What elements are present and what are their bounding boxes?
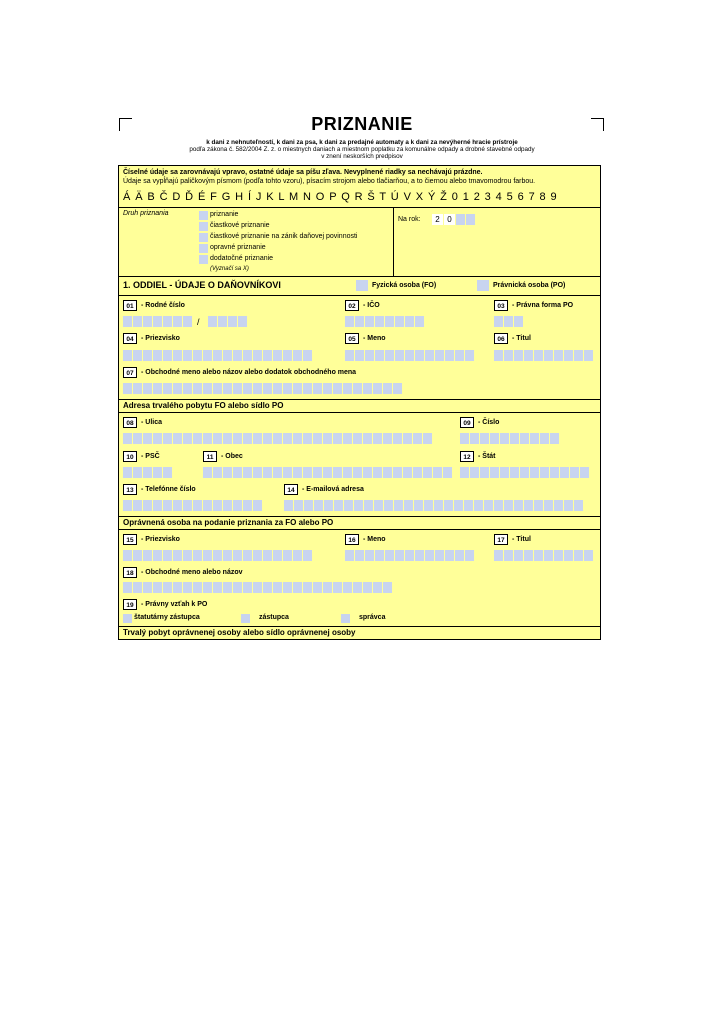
field-number-04: 04 xyxy=(123,333,137,344)
ulica-input[interactable] xyxy=(123,433,432,444)
rodne-cislo-separator: / xyxy=(197,317,200,327)
fo-label: Fyzická osoba (FO) xyxy=(372,282,437,289)
rodne-cislo-input-b[interactable] xyxy=(208,316,247,327)
year-input[interactable] xyxy=(432,214,475,225)
year-digit-1: 2 xyxy=(432,214,443,225)
field-number-19: 19 xyxy=(123,599,137,610)
ico-input[interactable] xyxy=(345,316,424,327)
field-number-11: 11 xyxy=(203,451,217,462)
tax-form xyxy=(118,165,601,640)
divider xyxy=(119,399,600,400)
field-number-01: 01 xyxy=(123,300,137,311)
divider xyxy=(119,516,600,517)
po-label: Právnická osoba (PO) xyxy=(493,282,566,289)
divider-vertical xyxy=(393,207,394,276)
section-opravnena-title: Oprávnená osoba na podanie priznania za FO alebo PO xyxy=(123,518,334,527)
divider xyxy=(119,207,600,208)
field-label-03: - Právna forma PO xyxy=(512,302,574,309)
psc-input[interactable] xyxy=(123,467,172,478)
spravca-checkbox[interactable] xyxy=(341,614,350,623)
field-number-08: 08 xyxy=(123,417,137,428)
statutarny-checkbox[interactable] xyxy=(123,614,132,623)
field-label-16: - Meno xyxy=(363,536,386,543)
field-label-11: - Obec xyxy=(221,453,243,460)
opravnena-obchodne-meno-input[interactable] xyxy=(123,582,392,593)
field-label-06: - Titul xyxy=(512,335,531,342)
druh-option-4: opravné priznanie xyxy=(210,244,266,251)
meno-input[interactable] xyxy=(345,350,474,361)
field-label-05: - Meno xyxy=(363,335,386,342)
field-number-10: 10 xyxy=(123,451,137,462)
field-label-01: - Rodné číslo xyxy=(141,302,185,309)
druh-checkbox-5[interactable] xyxy=(199,255,208,264)
opravnena-priezvisko-input[interactable] xyxy=(123,550,312,561)
druh-option-3: čiastkové priznanie na zánik daňovej povinnosti xyxy=(210,233,358,240)
field-label-07: - Obchodné meno alebo názov alebo dodatok obchodného mena xyxy=(141,369,357,376)
field-number-17: 17 xyxy=(494,534,508,545)
field-label-04: - Priezvisko xyxy=(141,335,180,342)
druh-checkbox-4[interactable] xyxy=(199,244,208,253)
opravnena-titul-input[interactable] xyxy=(494,550,593,561)
year-digit-2: 0 xyxy=(444,214,455,225)
field-number-03: 03 xyxy=(494,300,508,311)
field-number-13: 13 xyxy=(123,484,137,495)
fo-checkbox[interactable] xyxy=(356,280,368,291)
alphabet-sample: Á Ä B Č D Ď É F G H Í J K L M N O P Q R Š T Ú V X Ý Ž 0 1 2 3 4 5 6 7 8 9 xyxy=(123,191,558,203)
field-label-15: - Priezvisko xyxy=(141,536,180,543)
field-label-12: - Štát xyxy=(478,453,496,460)
field-number-18: 18 xyxy=(123,567,137,578)
obec-input[interactable] xyxy=(203,467,452,478)
field-label-17: - Titul xyxy=(512,536,531,543)
zastupca-checkbox[interactable] xyxy=(241,614,250,623)
section-adresa-title: Adresa trvalého pobytu FO alebo sídlo PO xyxy=(123,401,284,410)
zastupca-label: zástupca xyxy=(259,614,289,621)
spravca-label: správca xyxy=(359,614,386,621)
druh-note: (Vyznačí sa X) xyxy=(210,266,249,272)
divider xyxy=(119,276,600,277)
druh-label: Druh priznania xyxy=(123,210,169,217)
po-checkbox[interactable] xyxy=(477,280,489,291)
instruction-line-2: Údaje sa vypĺňajú paličkovým písmom (podľa tohto vzoru), písacím strojom alebo tlačiarňou, a to čiernou alebo tmavomodrou farbou. xyxy=(123,178,536,185)
titul-input[interactable] xyxy=(494,350,593,361)
druh-option-5: dodatočné priznanie xyxy=(210,255,274,262)
statutarny-label: štatutárny zástupca xyxy=(134,614,200,621)
field-label-18: - Obchodné meno alebo názov xyxy=(141,569,243,576)
field-number-07: 07 xyxy=(123,367,137,378)
instruction-line-1: Číselné údaje sa zarovnávajú vpravo, ostatné údaje sa píšu zľava. Nevyplnené riadky sa nechávajú prázdne. xyxy=(123,169,483,176)
section-1-title: 1. ODDIEL - ÚDAJE O DAŇOVNÍKOVI xyxy=(123,280,281,290)
druh-checkbox-3[interactable] xyxy=(199,233,208,242)
druh-checkbox-1[interactable] xyxy=(199,211,208,220)
field-label-13: - Telefónne číslo xyxy=(141,486,196,493)
field-number-06: 06 xyxy=(494,333,508,344)
field-label-14: - E-mailová adresa xyxy=(302,486,364,493)
field-label-19: - Právny vzťah k PO xyxy=(141,601,208,608)
divider xyxy=(119,295,600,296)
form-subtitle-3: v znení neskorších predpisov xyxy=(321,153,403,160)
form-title: PRIZNANIE xyxy=(311,114,413,134)
field-label-10: - PSČ xyxy=(141,453,160,460)
druh-option-2: čiastkové priznanie xyxy=(210,222,270,229)
opravnena-meno-input[interactable] xyxy=(345,550,474,561)
field-label-02: - IČO xyxy=(363,302,380,309)
field-number-16: 16 xyxy=(345,534,359,545)
stat-input[interactable] xyxy=(460,467,589,478)
telefon-input[interactable] xyxy=(123,500,262,511)
field-number-09: 09 xyxy=(460,417,474,428)
field-label-09: - Číslo xyxy=(478,419,500,426)
year-label: Na rok: xyxy=(398,216,421,223)
form-subtitle-1: k dani z nehnuteľností, k dani za psa, k dani za predajné automaty a k dani za nevýherné hracie prístroje xyxy=(206,139,518,146)
priezvisko-input[interactable] xyxy=(123,350,312,361)
rodne-cislo-input-a[interactable] xyxy=(123,316,192,327)
email-input[interactable] xyxy=(284,500,583,511)
field-label-08: - Ulica xyxy=(141,419,163,426)
section-trvaly-title: Trvalý pobyt oprávnenej osoby alebo sídlo oprávnenej osoby xyxy=(123,628,356,637)
divider xyxy=(119,529,600,530)
field-number-15: 15 xyxy=(123,534,137,545)
field-number-12: 12 xyxy=(460,451,474,462)
cislo-input[interactable] xyxy=(460,433,559,444)
divider xyxy=(119,626,600,627)
obchodne-meno-input[interactable] xyxy=(123,383,402,394)
druh-checkbox-2[interactable] xyxy=(199,222,208,231)
field-number-14: 14 xyxy=(284,484,298,495)
field-number-02: 02 xyxy=(345,300,359,311)
druh-option-1: priznanie xyxy=(210,211,239,218)
field-number-05: 05 xyxy=(345,333,359,344)
pravna-forma-input[interactable] xyxy=(494,316,523,327)
divider xyxy=(119,412,600,413)
form-subtitle-2: podľa zákona č. 582/2004 Z. z. o miestnych daniach a miestnom poplatku za komunálne odpady a drobné stavebné odpady xyxy=(189,146,535,153)
